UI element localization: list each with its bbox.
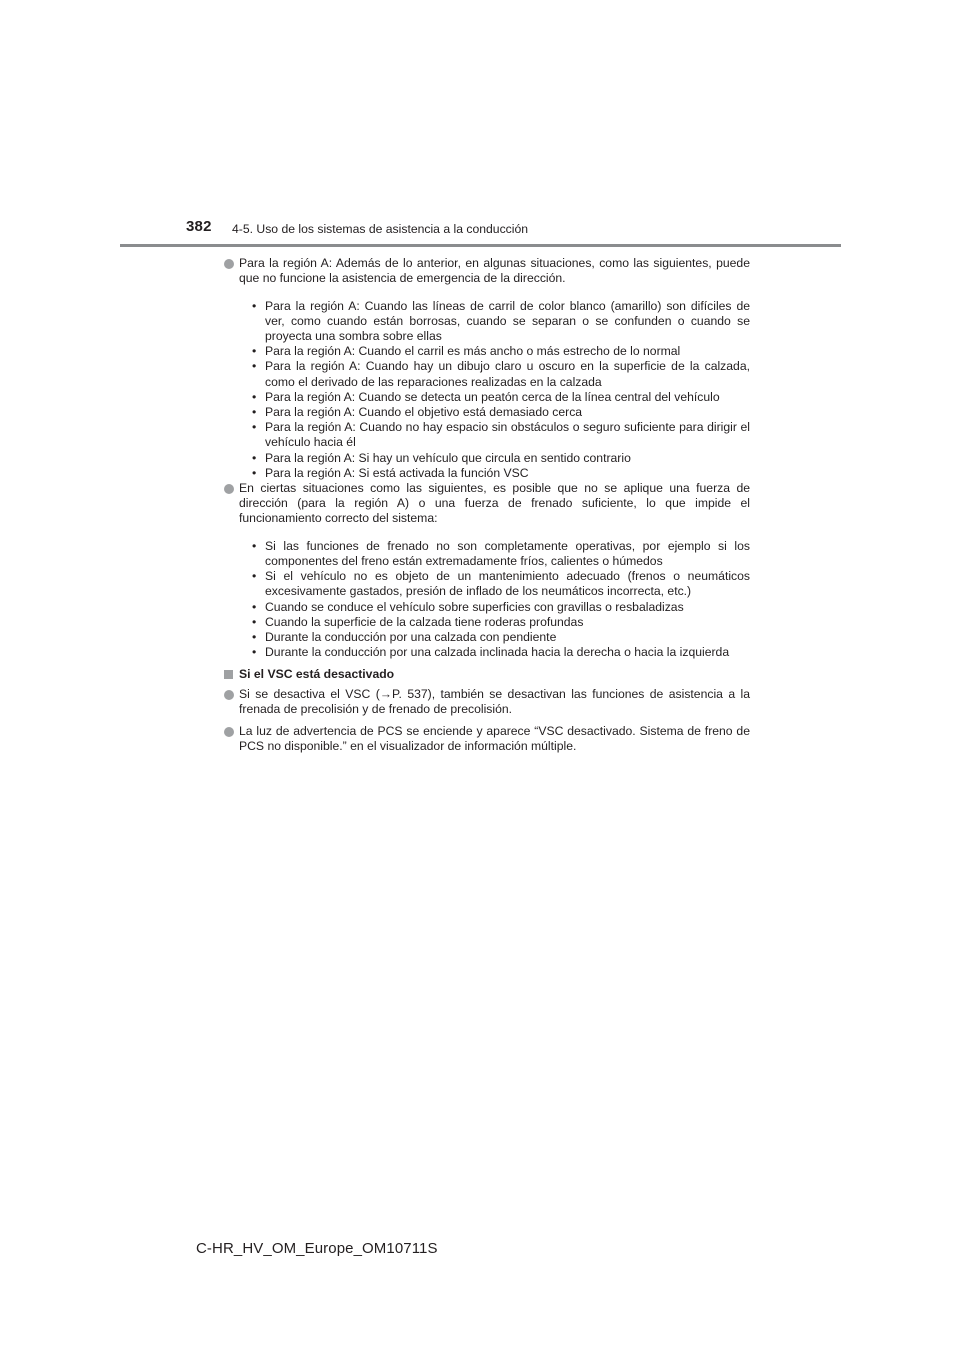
bullet-dot-icon: • xyxy=(252,465,257,480)
insufficient-force-paragraph xyxy=(222,481,750,527)
region-a-steering-paragraph xyxy=(222,256,750,286)
bullet-dot-icon: • xyxy=(252,569,257,584)
circle-bullet-icon xyxy=(224,259,234,269)
square-bullet-icon xyxy=(224,670,233,679)
list-item: • Durante la conducción por una calzada con pendiente xyxy=(252,630,557,645)
circle-bullet-icon xyxy=(224,690,234,700)
list-item: • Para la región A: Cuando hay un dibujo claro u oscuro en la superficie de la calzada, como el derivado de las reparaciones realizadas en la calzada xyxy=(252,359,750,389)
list-item: • Para la región A: Cuando el carril es más ancho o más estrecho de lo normal xyxy=(252,344,681,359)
bullet-dot-icon: • xyxy=(252,389,257,404)
bullet-dot-icon: • xyxy=(252,359,257,374)
list-item: • Si las funciones de frenado no son completamente operativas, por ejemplo si los componentes del freno están extremadamente fríos, calientes o húmedos xyxy=(252,538,750,569)
heading-text: Si el VSC está desactivado xyxy=(239,667,395,682)
paragraph-text: Si se desactiva el VSC (→P. 537), también se desactivan las funciones de asistencia a la frenada de precolisión y de frenado de precolisión. xyxy=(239,686,750,716)
bullet-dot-icon: • xyxy=(252,538,257,553)
bullet-dot-icon: • xyxy=(252,450,257,465)
list-item: • Cuando la superficie de la calzada tiene roderas profundas xyxy=(252,614,584,629)
page-content xyxy=(222,256,750,754)
bullet-dot-icon: • xyxy=(252,405,257,420)
circle-bullet-icon xyxy=(224,484,234,494)
page-number: 382 xyxy=(186,218,212,235)
bullet-dot-icon: • xyxy=(252,298,257,313)
region-a-conditions-list xyxy=(254,299,750,481)
list-item: • Para la región A: Cuando no hay espacio sin obstáculos o seguro suficiente para dirigir el vehículo hacia él xyxy=(252,420,750,450)
circle-bullet-icon xyxy=(224,727,234,737)
list-item: • Para la región A: Cuando las líneas de carril de color blanco (amarillo) son difíciles de ver, como cuando están borrosas, cuando se separan o se confunden o cuando se proyecta una sombra sobre ellas xyxy=(252,298,750,343)
section-title: 4-5. Uso de los sistemas de asistencia a la conducción xyxy=(232,222,529,236)
bullet-dot-icon: • xyxy=(252,614,257,629)
paragraph-text: La luz de advertencia de PCS se enciende y aparece “VSC desactivado. Sistema de freno de PCS no disponible.” en el visualizador de información múltiple. xyxy=(239,724,750,754)
list-item: • Para la región A: Cuando se detecta un peatón cerca de la línea central del vehículo xyxy=(252,389,720,404)
vsc-off-heading xyxy=(222,667,750,682)
bullet-dot-icon: • xyxy=(252,344,257,359)
vsc-off-section xyxy=(222,687,750,755)
paragraph-text: Para la región A: Además de lo anterior, en algunas situaciones, como las siguientes, puede que no funcione la asistencia de emergencia de la dirección. xyxy=(239,256,750,286)
list-item: • Cuando se conduce el vehículo sobre superficies con gravillas o resbaladizas xyxy=(252,599,684,614)
insufficient-force-conditions-list xyxy=(254,539,750,661)
bullet-dot-icon: • xyxy=(252,630,257,645)
header-divider xyxy=(120,244,841,247)
list-item: • Para la región A: Si está activada la función VSC xyxy=(252,465,529,480)
list-item: • Para la región A: Si hay un vehículo que circula en sentido contrario xyxy=(252,450,631,465)
bullet-dot-icon: • xyxy=(252,645,257,660)
vsc-off-paragraph-2 xyxy=(222,724,750,754)
bullet-dot-icon: • xyxy=(252,420,257,435)
list-item: • Durante la conducción por una calzada inclinada hacia la derecha o hacia la izquierda xyxy=(252,645,730,660)
list-item: • Si el vehículo no es objeto de un mantenimiento adecuado (frenos o neumáticos excesivamente gastados, presión de inflado de los neumáticos incorrecta, etc.) xyxy=(252,569,750,599)
bullet-dot-icon: • xyxy=(252,599,257,614)
list-item: • Para la región A: Cuando el objetivo está demasiado cerca xyxy=(252,405,583,420)
document-code-footer: C-HR_HV_OM_Europe_OM10711S xyxy=(196,1240,438,1257)
vsc-off-paragraph-1 xyxy=(222,687,750,717)
paragraph-text: En ciertas situaciones como las siguientes, es posible que no se aplique una fuerza de dirección (para la región A) o una fuerza de frenado suficiente, lo que impide el funcionamiento correcto del sistema: xyxy=(239,481,750,526)
